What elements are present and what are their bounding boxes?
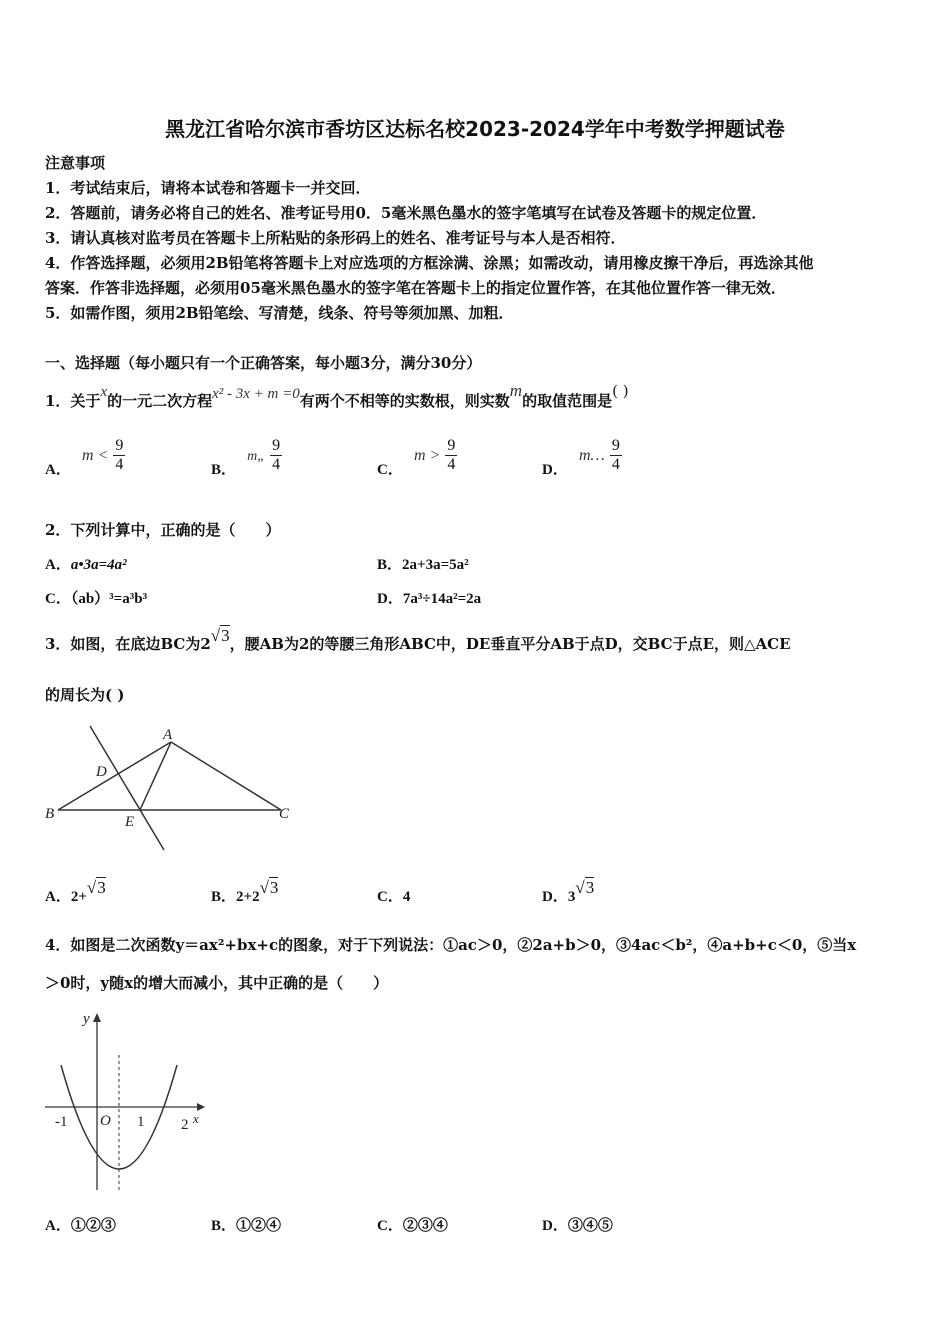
numerator: 9: [115, 437, 124, 454]
option-letter: A．: [45, 1218, 71, 1234]
q3-option-c: [377, 885, 410, 906]
fraction: [270, 437, 282, 474]
fraction: [113, 437, 125, 474]
option-letter: C．: [377, 462, 403, 478]
label-a: A: [163, 727, 173, 743]
q4-option-a: [45, 1214, 116, 1235]
option-text: 2+: [70, 889, 87, 905]
line-de: [90, 726, 164, 850]
option-relation: m >: [413, 447, 441, 464]
document-title: 黑龙江省哈尔滨市香坊区达标名校2023-2024学年中考数学押题试卷: [165, 117, 785, 141]
fraction: [445, 437, 457, 474]
option-text: 3: [567, 889, 576, 905]
denominator: 4: [611, 456, 620, 473]
parabola-figure: [43, 1005, 213, 1195]
notice-item: 5．如需作图，须用2B铅笔绘、写清楚，线条、符号等须加黑、加粗．: [45, 304, 514, 322]
sqrt-3: √3: [86, 878, 106, 897]
section-heading: 一、选择题（每小题只有一个正确答案，每小题3分，满分30分）: [45, 354, 482, 372]
option-letter: B．: [211, 889, 237, 905]
option-text: a•3a=4a²: [70, 557, 127, 573]
option-text: ③④⑤: [567, 1218, 613, 1234]
option-relation: m…: [578, 447, 605, 464]
question-4-line2: ＞0时，y随x的增大而减小，其中正确的是（ ）: [45, 974, 389, 992]
denominator: 4: [115, 456, 124, 473]
notice-item: 3．请认真核对监考员在答题卡上所粘贴的条形码上的姓名、准考证号与本人是否相符．: [45, 229, 626, 247]
label-origin: O: [100, 1113, 111, 1129]
question-3-stem: [45, 626, 791, 654]
question-3-line2: 的周长为( ): [45, 686, 125, 704]
label-y: y: [83, 1011, 90, 1027]
tick-label-minus-1: -1: [55, 1114, 68, 1130]
option-letter: D．: [542, 1218, 568, 1234]
q1-option-a: [45, 437, 125, 478]
q4-option-d: [542, 1214, 613, 1235]
label-x: x: [193, 1111, 199, 1126]
denominator: 4: [447, 456, 456, 473]
q1-answer-bracket: ( ): [612, 382, 629, 400]
tick-label-2: 2: [181, 1117, 189, 1133]
option-relation: m <: [81, 447, 109, 464]
option-text: 2a+3a=5a²: [402, 557, 469, 573]
q1-option-d: [542, 437, 622, 478]
q1-var-x: x: [100, 384, 108, 400]
x-axis-arrow: [197, 1103, 205, 1111]
label-b: B: [45, 806, 55, 822]
q3-text: 3．如图，在底边BC为2: [45, 635, 211, 653]
q1-var-m: m: [509, 381, 523, 400]
q1-text: 有两个不相等的实数根，则实数: [299, 392, 510, 410]
q3-option-b: [211, 878, 279, 906]
numerator: 9: [272, 437, 281, 454]
option-text: ①②④: [236, 1218, 282, 1234]
notice-item: 1．考试结束后，请将本试卷和答题卡一并交回．: [45, 179, 371, 197]
question-2-stem: 2．下列计算中，正确的是（ ）: [45, 521, 281, 539]
y-axis-arrow: [93, 1013, 101, 1022]
q2-option-a: [45, 553, 127, 574]
q2-option-c: [45, 587, 147, 608]
sqrt-3: √3: [575, 878, 595, 897]
q4-option-c: [377, 1214, 448, 1235]
notice-item: 答案．作答非选择题，必须用05毫米黑色墨水的签字笔在答题卡上的指定位置作答，在其他位置作答一律无效．: [45, 279, 786, 297]
option-relation: m„: [247, 449, 266, 464]
q1-equation: x² - 3x + m =0: [212, 386, 300, 402]
radicand: 3: [585, 878, 595, 897]
q1-text: 的一元二次方程: [107, 392, 213, 410]
option-letter: B．: [211, 462, 237, 478]
option-text: ②③④: [402, 1218, 448, 1234]
radicand: 3: [269, 878, 279, 897]
notice-item: 2．答题前，请务必将自己的姓名、准考证号用0．5毫米黑色墨水的签字笔填写在试卷及答题卡的规定位置．: [45, 204, 767, 222]
option-text: ①②③: [70, 1218, 116, 1234]
q1-option-b: [211, 437, 282, 478]
option-text: （ab）³=a³b³: [70, 591, 148, 607]
q3-text: ，腰AB为2的等腰三角形ABC中，DE垂直平分AB于点D，交BC于点E，则△ACE: [229, 635, 791, 653]
numerator: 9: [447, 437, 456, 454]
numerator: 9: [611, 437, 620, 454]
option-letter: B．: [377, 557, 403, 573]
sqrt-3: √3: [210, 626, 230, 645]
option-letter: B．: [211, 1218, 237, 1234]
q3-option-a: [45, 878, 106, 906]
radicand: 3: [97, 878, 106, 897]
sqrt-3: √3: [259, 878, 279, 897]
q3-option-d: [542, 878, 595, 906]
triangle-figure: [43, 722, 293, 852]
q1-text: 的取值范围是: [522, 392, 613, 410]
option-letter: D．: [542, 889, 568, 905]
denominator: 4: [272, 456, 281, 473]
option-letter: A．: [45, 462, 71, 478]
question-4-line1: 4．如图是二次函数y＝ax²+bx+c的图象，对于下列说法：①ac＞0，②2a+b＞0，③4ac＜b²，④a+b+c＜0，⑤当x: [45, 936, 857, 954]
label-c: C: [279, 806, 290, 822]
tick-label-1: 1: [137, 1114, 145, 1130]
option-letter: A．: [45, 557, 71, 573]
option-letter: C．: [377, 1218, 403, 1234]
q1-option-c: [377, 437, 457, 478]
option-letter: C．: [45, 591, 71, 607]
q2-option-b: [377, 553, 469, 574]
label-e: E: [125, 814, 135, 830]
option-text: 4: [402, 889, 411, 905]
q4-option-b: [211, 1214, 281, 1235]
option-letter: D．: [377, 591, 403, 607]
fraction: [610, 437, 622, 474]
label-d: D: [96, 764, 107, 780]
line-ac: [171, 742, 281, 810]
notice-item: 4．作答选择题，必须用2B铅笔将答题卡上对应选项的方框涂满、涂黑；如需改动，请用橡皮擦干净后，再选涂其他: [45, 254, 814, 272]
radicand: 3: [221, 626, 230, 645]
option-text: 7a³÷14a²=2a: [402, 591, 482, 607]
option-letter: A．: [45, 889, 71, 905]
option-text: 2+2: [236, 889, 260, 905]
q1-text: 1．关于: [45, 392, 101, 410]
question-1-stem: [45, 381, 629, 411]
option-letter: D．: [542, 462, 568, 478]
line-ab: [58, 742, 171, 810]
option-letter: C．: [377, 889, 403, 905]
notice-heading: 注意事项: [45, 154, 106, 172]
q2-option-d: [377, 587, 481, 608]
